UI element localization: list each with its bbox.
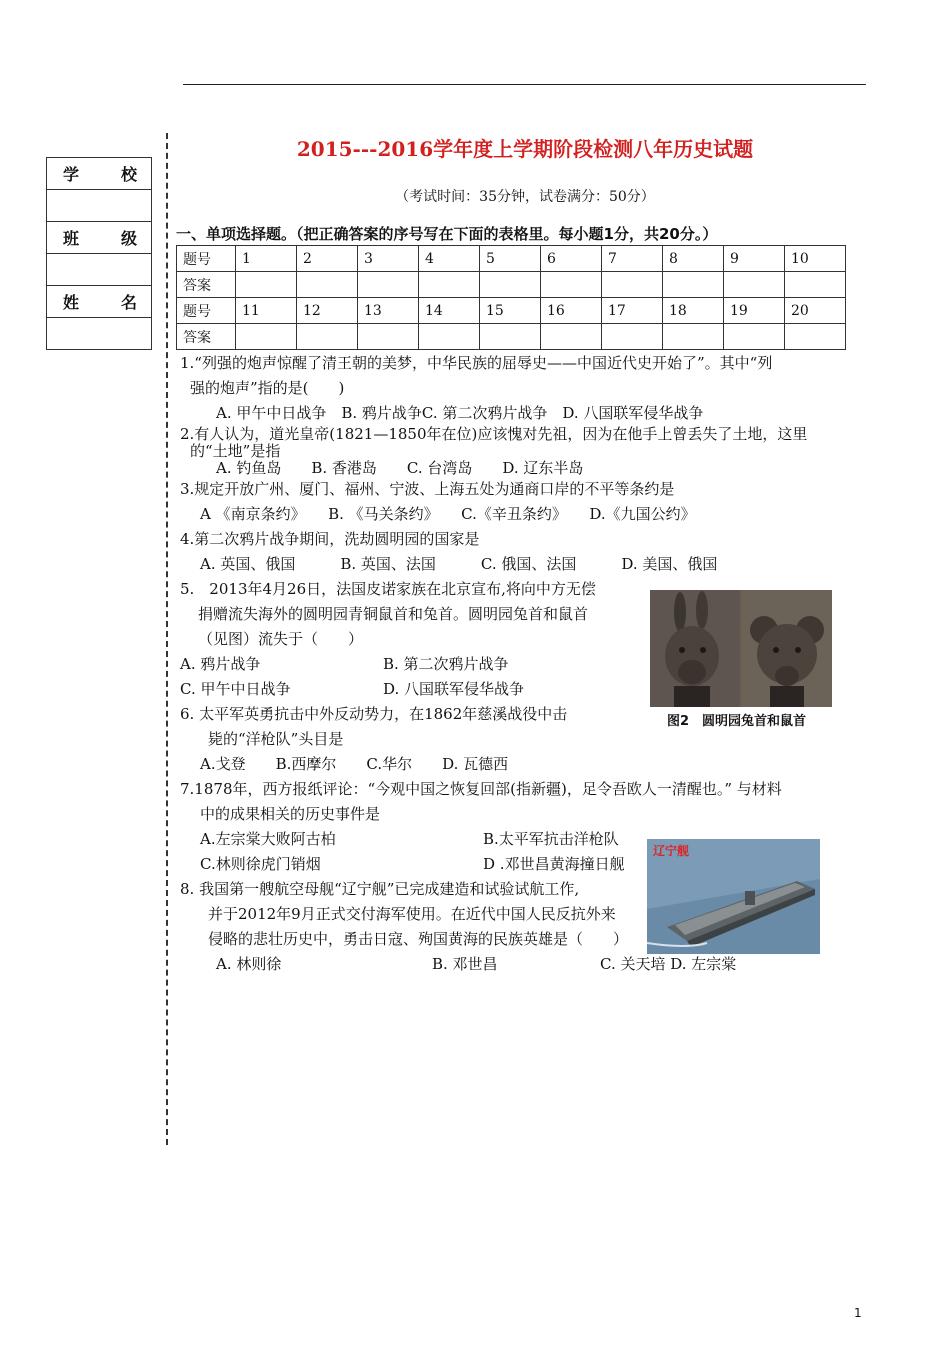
exam-title: 2015---2016学年度上学期阶段检测八年历史试题: [296, 137, 754, 161]
q6-stem-line1: 6. 太平军英勇抗击中外反动势力，在1862年慈溪战役中击: [180, 705, 568, 723]
q3-options: A 《南京条约》 B. 《马关条约》 C.《辛丑条约》 D.《九国公约》: [200, 505, 696, 523]
q3-stem: 3.规定开放广州、厦门、福州、宁波、上海五处为通商口岸的不平等条约是: [180, 480, 675, 498]
q6-options: A.戈登 B.西摩尔 C.华尔 D. 瓦德西: [200, 755, 509, 773]
q4-stem: 4.第二次鸦片战争期间，洗劫圆明园的国家是: [180, 530, 480, 548]
answer-table-number-row: 题号 11 12 13 14 15 16 17 18 19 20: [177, 298, 846, 324]
q8-option-cd: C. 关天培 D. 左宗棠: [600, 955, 737, 973]
q2-stem-line2: 的“土地”是指: [190, 442, 281, 460]
q5-option-c: C. 甲午中日战争: [180, 680, 291, 698]
header-rule: [183, 84, 866, 85]
class-label-cell: 班 级: [47, 222, 152, 254]
q7-option-d: D .邓世昌黄海撞日舰: [483, 855, 625, 873]
answer-cell[interactable]: [480, 272, 541, 298]
answer-table-answer-row: 答案: [177, 324, 846, 350]
answer-table-number-row: 题号 1 2 3 4 5 6 7 8 9 10: [177, 246, 846, 272]
section-heading: 一、单项选择题。（把正确答案的序号写在下面的表格里。每小题1分，共20分。）: [176, 225, 718, 243]
ship-label: 辽宁舰: [653, 844, 690, 858]
class-input-cell[interactable]: [47, 254, 152, 286]
q8-option-b: B. 邓世昌: [432, 955, 498, 973]
student-info-table: [46, 157, 152, 350]
answer-cell[interactable]: [663, 272, 724, 298]
q5-option-a: A. 鸦片战争: [180, 655, 261, 673]
q1-stem-line1: 1.“列强的炮声惊醒了清王朝的美梦，中华民族的屈辱史——中国近代史开始了”。其中“列: [180, 354, 773, 372]
bronze-heads-photo: [650, 590, 832, 707]
answer-cell[interactable]: [541, 272, 602, 298]
school-label-cell: 学 校: [47, 158, 152, 190]
q7-option-a: A.左宗棠大败阿古柏: [200, 830, 336, 848]
answer-cell[interactable]: [236, 324, 297, 350]
binding-dashed-line: [166, 133, 168, 1145]
q8-stem-line1: 8. 我国第一艘航空母舰“辽宁舰”已完成建造和试验试航工作,: [180, 880, 580, 898]
q2-options: A. 钓鱼岛 B. 香港岛 C. 台湾岛 D. 辽东半岛: [216, 459, 584, 477]
page-number: 1: [854, 1306, 862, 1320]
q5-stem-line3: （见图）流失于（ ）: [198, 630, 364, 648]
q1-stem-line2: 强的炮声”指的是( ): [190, 379, 345, 397]
answer-cell[interactable]: [419, 272, 480, 298]
answer-cell[interactable]: [541, 324, 602, 350]
answer-cell[interactable]: [480, 324, 541, 350]
q2-stem-line1: 2.有人认为，道光皇帝(1821—1850年在位)应该愧对先祖，因为在他手上曾丢失了土地，这里: [180, 425, 808, 443]
q5-stem-line2: 捐赠流失海外的圆明园青铜鼠首和兔首。圆明园兔首和鼠首: [198, 605, 589, 623]
answer-table-answer-row: 答案: [177, 272, 846, 298]
aircraft-carrier-photo: [647, 839, 820, 954]
answer-cell[interactable]: [297, 272, 358, 298]
answer-cell[interactable]: [419, 324, 480, 350]
answer-cell[interactable]: [602, 324, 663, 350]
answer-cell[interactable]: [663, 324, 724, 350]
q7-stem-line2: 中的成果相关的历史事件是: [200, 805, 381, 823]
exam-subtitle: （考试时间：35分钟，试卷满分：50分）: [395, 189, 655, 205]
answer-cell[interactable]: [236, 272, 297, 298]
name-label-cell: 姓 名: [47, 286, 152, 318]
q5-stem-line1: 5. 2013年4月26日，法国皮诺家族在北京宣布,将向中方无偿: [180, 580, 596, 598]
q4-options: A. 英国、俄国 B. 英国、法国 C. 俄国、法国 D. 美国、俄国: [200, 555, 718, 573]
q8-stem-line3: 侵略的悲壮历史中，勇击日寇、殉国黄海的民族英雄是（ ）: [208, 930, 629, 948]
answer-cell[interactable]: [358, 324, 419, 350]
q5-option-d: D. 八国联军侵华战争: [383, 680, 525, 698]
photo-caption: 图2 圆明园兔首和鼠首: [667, 714, 807, 729]
q8-option-a: A. 林则徐: [216, 955, 282, 973]
answer-cell[interactable]: [724, 272, 785, 298]
q7-option-b: B.太平军抗击洋枪队: [483, 830, 619, 848]
answer-cell[interactable]: [297, 324, 358, 350]
q6-stem-line2: 毙的“洋枪队”头目是: [208, 730, 344, 748]
q5-option-b: B. 第二次鸦片战争: [383, 655, 509, 673]
answer-table: [176, 245, 846, 350]
q8-stem-line2: 并于2012年9月正式交付海军使用。在近代中国人民反抗外来: [208, 905, 616, 923]
answer-cell[interactable]: [785, 272, 846, 298]
answer-cell[interactable]: [785, 324, 846, 350]
q7-option-c: C.林则徐虎门销烟: [200, 855, 321, 873]
answer-cell[interactable]: [602, 272, 663, 298]
q7-stem-line1: 7.1878年，西方报纸评论：“今观中国之恢复回部(指新疆)，足令吾欧人一清醒也。” 与材料: [180, 780, 782, 798]
answer-cell[interactable]: [358, 272, 419, 298]
answer-cell[interactable]: [724, 324, 785, 350]
q1-options: A. 甲午中日战争 B. 鸦片战争C. 第二次鸦片战争 D. 八国联军侵华战争: [216, 404, 704, 422]
school-input-cell[interactable]: [47, 190, 152, 222]
name-input-cell[interactable]: [47, 318, 152, 350]
